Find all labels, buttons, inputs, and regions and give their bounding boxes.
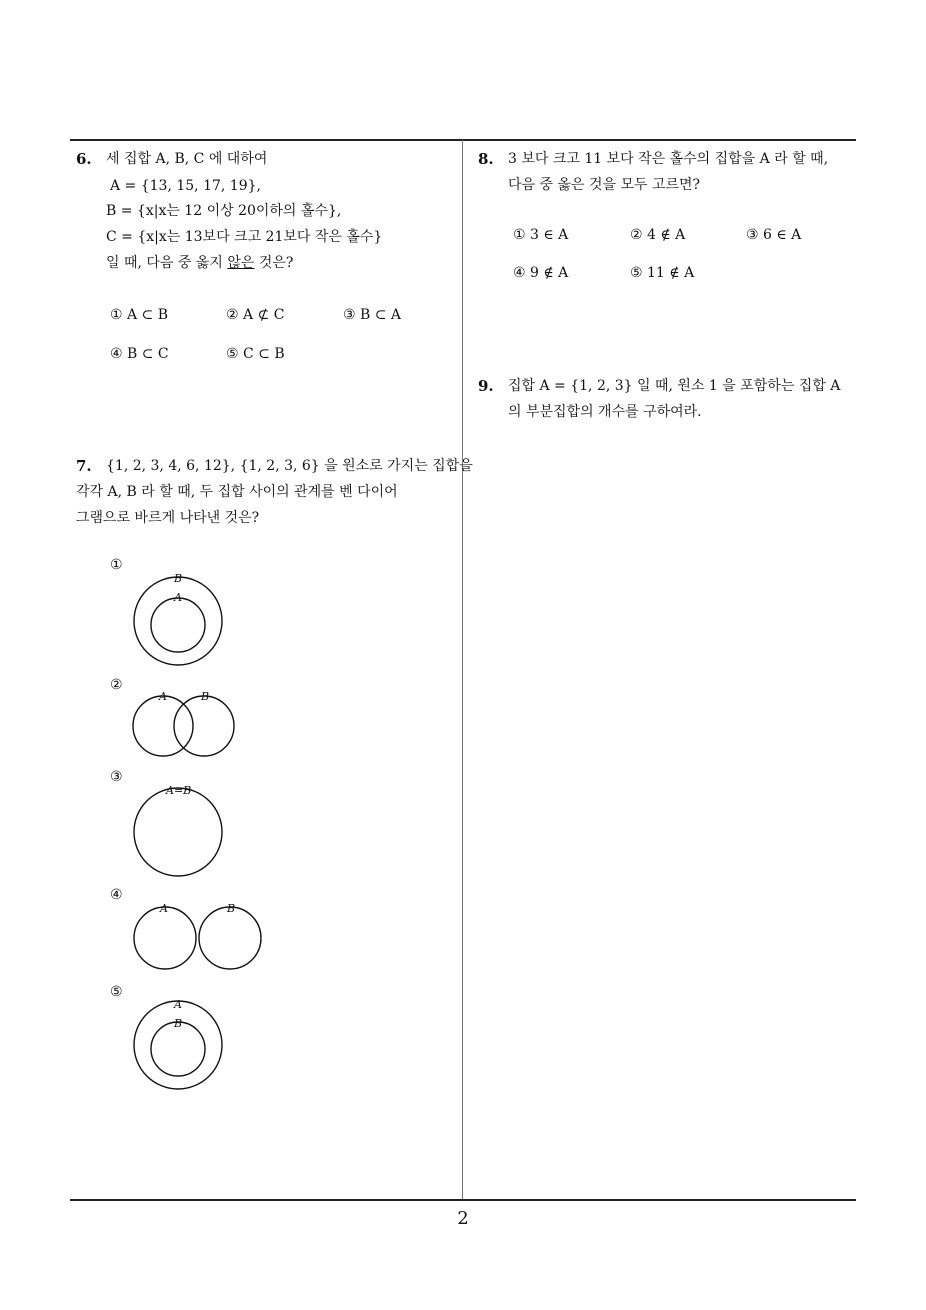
venn-4-right-circle: [199, 907, 261, 969]
question-7-line-2: 각각 A, B 라 할 때, 두 집합 사이의 관계를 벤 다이어: [76, 484, 398, 500]
question-8-option-1[interactable]: ① 3 ∈ A: [513, 227, 569, 243]
page-number: 2: [457, 1208, 469, 1229]
column-divider: [462, 140, 463, 1200]
venn-option-2[interactable]: [120, 688, 250, 768]
question-9-line-2: 의 부분집합의 개수를 구하여라.: [508, 404, 702, 420]
question-6-line-2: A = {13, 15, 17, 19},: [110, 178, 261, 194]
question-6-prompt-start: 일 때, 다음 중 옳지: [106, 255, 228, 271]
question-7-line-1: {1, 2, 3, 4, 6, 12}, {1, 2, 3, 6} 을 원소로 가지는 집합을: [106, 458, 473, 474]
venn-5-inner-circle: [151, 1022, 205, 1076]
question-6-option-2[interactable]: ② A ⊄ C: [226, 307, 285, 323]
venn-option-4[interactable]: [120, 900, 270, 980]
question-6-prompt-underlined: 않은: [227, 255, 255, 271]
venn-2-right-circle: [174, 696, 234, 756]
question-7-option-2-mark[interactable]: ②: [110, 677, 123, 693]
venn-4-left-circle: [134, 907, 196, 969]
question-6-prompt-end: 것은?: [254, 255, 294, 271]
venn-option-3[interactable]: [120, 782, 240, 882]
question-6-option-5[interactable]: ⑤ C ⊂ B: [226, 346, 285, 362]
question-7-option-4-mark[interactable]: ④: [110, 887, 123, 903]
question-8-option-5[interactable]: ⑤ 11 ∉ A: [630, 265, 695, 281]
question-8-number: 8.: [478, 150, 494, 168]
venn-3-circle: [134, 788, 222, 876]
question-6-prompt: [106, 253, 293, 273]
venn-5-inner-label: B: [174, 1017, 183, 1030]
venn-3-label: A=B: [166, 784, 192, 797]
venn-1-inner-circle: [151, 598, 205, 652]
question-7-line-3: 그램으로 바르게 나타낸 것은?: [76, 510, 260, 526]
bottom-rule: [70, 1199, 856, 1201]
venn-2-left-label: A: [159, 690, 167, 703]
question-6-line-4: C = {x|x는 13보다 크고 21보다 작은 홀수}: [106, 229, 383, 245]
question-8-option-3[interactable]: ③ 6 ∈ A: [746, 227, 802, 243]
question-6-option-4[interactable]: ④ B ⊂ C: [110, 346, 169, 362]
question-6-line-1: 세 집합 A, B, C 에 대하여: [106, 151, 268, 167]
question-6-line-3: B = {x|x는 12 이상 20이하의 홀수},: [106, 203, 342, 219]
venn-4-left-label: A: [160, 902, 168, 915]
question-6-option-1[interactable]: ① A ⊂ B: [110, 307, 169, 323]
question-7-option-5-mark[interactable]: ⑤: [110, 984, 123, 1000]
question-8-option-2[interactable]: ② 4 ∉ A: [630, 227, 686, 243]
venn-4-right-label: B: [227, 902, 236, 915]
venn-1-outer-label: B: [174, 572, 183, 585]
venn-option-5[interactable]: [120, 996, 240, 1096]
question-8-line-2: 다음 중 옳은 것을 모두 고르면?: [508, 177, 701, 193]
question-7-number: 7.: [76, 457, 92, 475]
venn-1-inner-label: A: [174, 591, 182, 604]
question-7-option-1-mark[interactable]: ①: [110, 557, 123, 573]
question-9-number: 9.: [478, 377, 494, 395]
question-9-line-1: 집합 A = {1, 2, 3} 일 때, 원소 1 을 포함하는 집합 A: [508, 378, 841, 394]
venn-5-outer-label: A: [174, 998, 182, 1011]
question-8-line-1: 3 보다 크고 11 보다 작은 홀수의 집합을 A 라 할 때,: [508, 151, 829, 167]
question-8-option-4[interactable]: ④ 9 ∉ A: [513, 265, 569, 281]
question-7-option-3-mark[interactable]: ③: [110, 769, 123, 785]
top-rule: [70, 139, 856, 141]
question-6-option-3[interactable]: ③ B ⊂ A: [343, 307, 402, 323]
venn-option-1[interactable]: [120, 570, 240, 670]
venn-2-right-label: B: [201, 690, 210, 703]
venn-2-left-circle: [133, 696, 193, 756]
question-6-number: 6.: [76, 150, 92, 168]
